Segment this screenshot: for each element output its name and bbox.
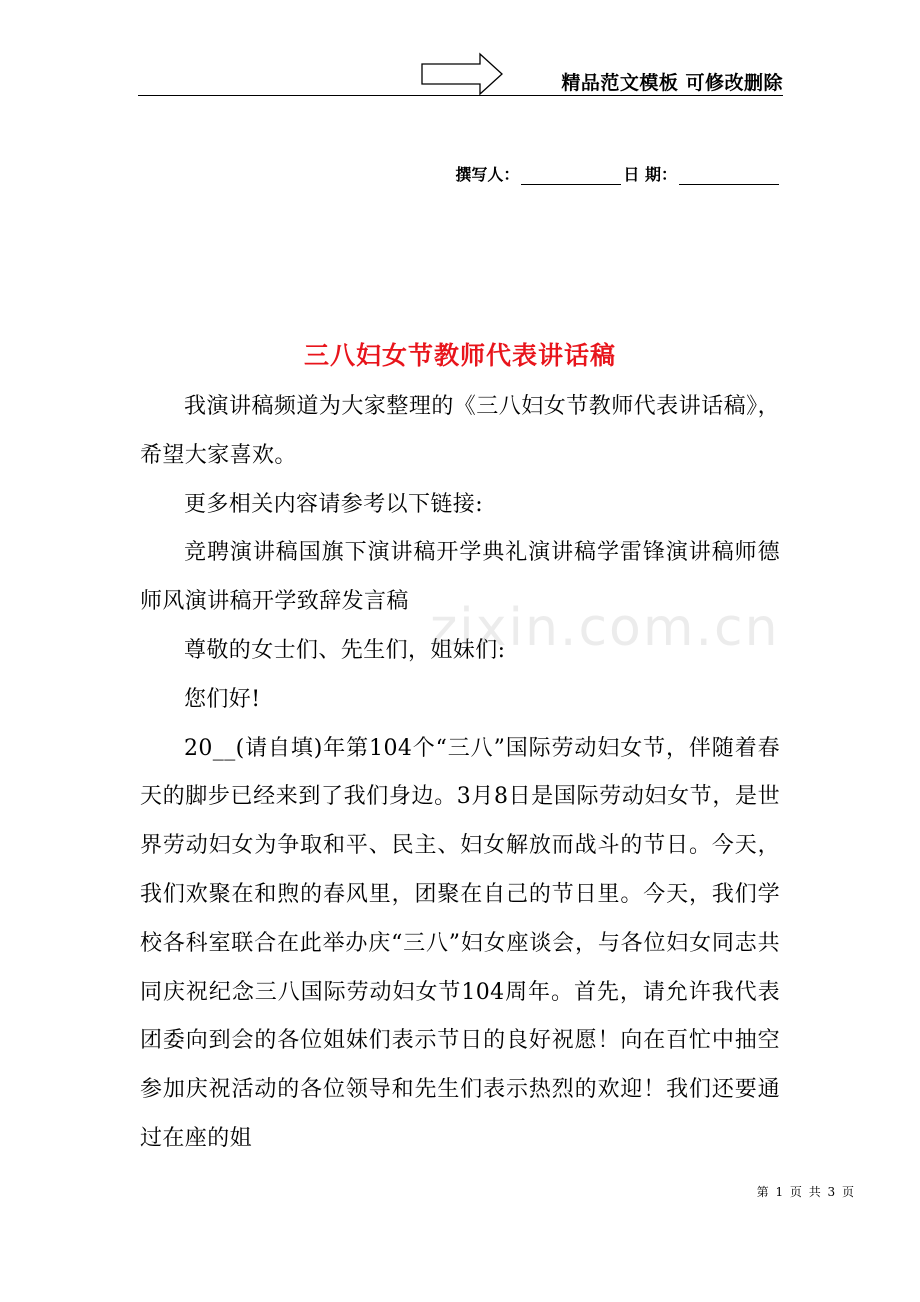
document-body [140, 383, 780, 1164]
author-label: 撰写人： [455, 165, 520, 184]
watermark: zixin.com.cn [430, 598, 780, 658]
paragraph: 尊敬的女士们、先生们，姐妹们: [184, 637, 506, 663]
page-header [138, 52, 783, 98]
date-label: 日 期： [623, 165, 677, 184]
document-title: 三八妇女节教师代表讲话稿 [303, 341, 616, 370]
paragraph: 更多相关内容请参考以下链接: [184, 491, 484, 517]
paragraph: 20__(请自填)年第104个“三八”国际劳动妇女节，伴随着春天的脚步已经来到了我们身边。3月8日是国际劳动妇女节，是世界劳动妇女为争取和平、民主、妇女解放而战斗的节日。今天，我们欢聚在和煦的春风里，团聚在自己的节日里。今天，我们学校各科室联合在此举办庆“三八”妇女座谈会，与各位妇女同志共同庆祝纪念三八国际劳动妇女节104周年。首先，请允许我代表团委向到会的各位姐妹们表示节日的良好祝愿！向在百忙中抽空参加庆祝活动的各位领导和先生们表示热烈的欢迎！我们还要通过在座的姐 [140, 735, 780, 1151]
author-blank [521, 166, 621, 185]
date-blank [679, 166, 779, 185]
paragraph: 我演讲稿频道为大家整理的《三八妇女节教师代表讲话稿》，希望大家喜欢。 [140, 394, 780, 468]
page-number: 第 1 页 共 3 页 [756, 1185, 854, 1199]
header-label: 精品范文模板 可修改删除 [561, 72, 783, 94]
author-date-line [455, 162, 781, 185]
paragraph: 您们好! [184, 686, 261, 712]
header-divider [138, 95, 783, 96]
paragraph: 竞聘演讲稿国旗下演讲稿开学典礼演讲稿学雷锋演讲稿师德师风演讲稿开学致辞发言稿 [140, 540, 780, 615]
right-arrow-icon [420, 52, 504, 96]
